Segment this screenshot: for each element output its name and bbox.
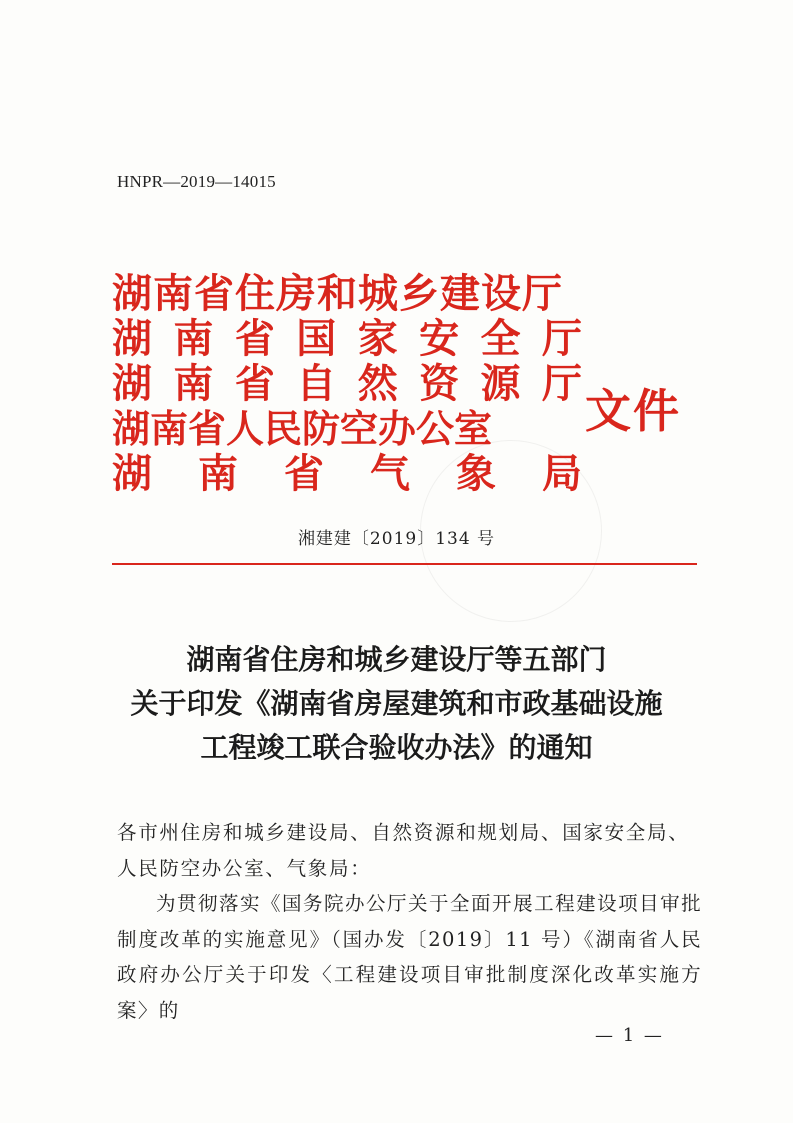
document-code: HNPR—2019—14015 <box>117 172 276 191</box>
title-line-3: 工程竣工联合验收办法》的通知 <box>200 731 593 764</box>
body-paragraph: 为贯彻落实《国务院办公厅关于全面开展工程建设项目审批制度改革的实施意见》（国办发〔2019〕11 号）《湖南省人民政府办公厅关于印发〈工程建设项目审批制度深化改革实施方案〉的 <box>117 892 702 1022</box>
issuer-line-2: 湖 南 省 国 家 安 全 厅 <box>112 316 582 362</box>
document-body <box>117 815 702 1028</box>
title-line-1: 湖南省住房和城乡建设厅等五部门 <box>186 643 607 676</box>
salutation: 各市州住房和城乡建设局、自然资源和规划局、国家安全局、人民防空办公室、气象局： <box>117 821 690 880</box>
page-number: — 1 — <box>595 1025 664 1046</box>
issuer-line-4: 湖南省人民防空办公室 <box>112 407 493 451</box>
issuer-block <box>112 272 582 497</box>
issuer-line-1: 湖南省住房和城乡建设厅 <box>112 271 563 317</box>
document-title <box>0 638 793 770</box>
red-divider <box>112 563 697 565</box>
issuer-line-5: 湖 南 省 气 象 局 <box>112 451 582 497</box>
document-suffix: 文件 <box>585 384 681 438</box>
document-number: 湘建建〔2019〕134 号 <box>297 529 496 549</box>
issuer-line-3: 湖 南 省 自 然 资 源 厅 <box>112 361 582 407</box>
title-line-2: 关于印发《湖南省房屋建筑和市政基础设施 <box>130 687 663 720</box>
